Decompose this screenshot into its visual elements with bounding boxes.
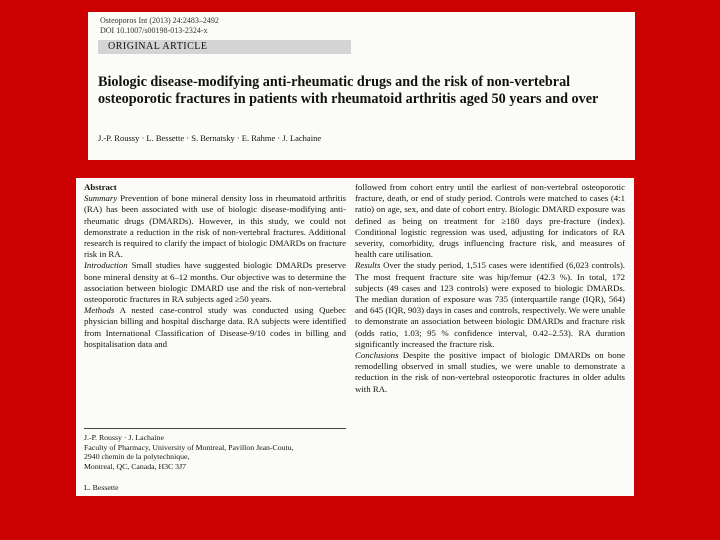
methods-continued: followed from cohort entry until the earliest of non-vertebral osteoporotic fracture, death, or end of study period. Controls were matched to cases (4:1 ratio) on age, sex, and date of cohort entry. Biologic DMARD exposure was defined as being on treatment for ≥180 days pre-fracture (index). Conditional logistic regression was used, adjusting for indicators of RA severity, comorbidity, drugs influencing fracture risk, and measures of health care utilisation. <box>355 182 625 260</box>
doi: DOI 10.1007/s00198-013-2324-x <box>100 26 208 35</box>
affiliation-line-1: Faculty of Pharmacy, University of Montreal, Pavillon Jean-Coutu, <box>84 442 294 452</box>
summary-paragraph <box>84 193 346 260</box>
introduction-label: Introduction <box>84 260 128 271</box>
affiliation-line-3: Montreal, QC, Canada, H3C 3J7 <box>84 461 186 471</box>
article-title: Biologic disease-modifying anti-rheumatic drugs and the risk of non-vertebral osteoporotic fractures in patients with rheumatoid arthritis aged 50 years and over <box>98 74 599 107</box>
conclusions-label: Conclusions <box>355 350 399 361</box>
affiliation-line-2: 2940 chemin de la polytechnique, <box>84 452 190 461</box>
summary-text: Prevention of bone mineral density loss in rheumatoid arthritis (RA) has been associated with use of biologic disease-modifying anti-rheumatic drugs (DMARDs). However, in this study, we could not demonstrate a reduction in the risk of non-vertebral fractures. Additional research is required to clarify the impact of biologic DMARDs on fracture risk in RA. <box>84 193 346 260</box>
author-affiliation <box>84 428 346 493</box>
affiliation-next-author: L. Bessette <box>84 483 119 492</box>
summary-label: Summary <box>84 193 118 204</box>
abstract-right-column <box>355 182 625 395</box>
abstract-heading: Abstract <box>84 182 117 192</box>
methods-text: A nested case-control study was conducted using Quebec physician billing and hospital discharge data. RA subjects were identified from International Classification of Disease-9/10 codes in billing and hospitalisation data and <box>84 305 346 349</box>
results-text: Over the study period, 1,515 cases were identified (6,023 controls). The most frequent fracture site was hip/femur (42.3 %). In total, 172 subjects (49 cases and 123 controls) were exposed to biologic DMARDs. The median duration of exposure was 735 (interquartile range (IQR), 564) and 645 (IQR, 903) days in cases and controls, respectively. We were unable to demonstrate an association between biologic DMARDs and fracture risk (odds ratio, 1.03; 95 % confidence interval, 0.42–2.53). RA duration significantly increased the fracture risk. <box>355 260 625 349</box>
affiliation-names: J.-P. Roussy · J. Lachaine <box>84 433 164 442</box>
author-list: J.-P. Roussy · L. Bessette · S. Bernatsky · E. Rahme · J. Lachaine <box>98 133 322 143</box>
results-paragraph <box>355 260 625 350</box>
conclusions-paragraph <box>355 350 625 395</box>
abstract-panel <box>76 178 634 496</box>
abstract-left-column <box>84 182 346 350</box>
introduction-paragraph <box>84 260 346 305</box>
methods-label: Methods <box>84 305 115 316</box>
journal-citation: Osteoporos Int (2013) 24:2483–2492 <box>100 16 219 25</box>
section-banner: ORIGINAL ARTICLE <box>98 40 351 54</box>
introduction-text: Small studies have suggested biologic DMARDs preserve bone mineral density at 6–12 months. Our objective was to determine the association between biologic DMARD use and the risk of non-vertebral osteoporotic fractures in RA subjects aged ≥50 years. <box>84 260 346 305</box>
results-label: Results <box>355 260 381 271</box>
article-header-panel <box>88 12 635 160</box>
methods-paragraph <box>84 305 346 350</box>
conclusions-text: Despite the positive impact of biologic DMARDs on bone remodelling observed in small studies, we were unable to demonstrate a reduction in the risk of non-vertebral osteoporotic fractures in older adults with RA. <box>355 350 626 394</box>
